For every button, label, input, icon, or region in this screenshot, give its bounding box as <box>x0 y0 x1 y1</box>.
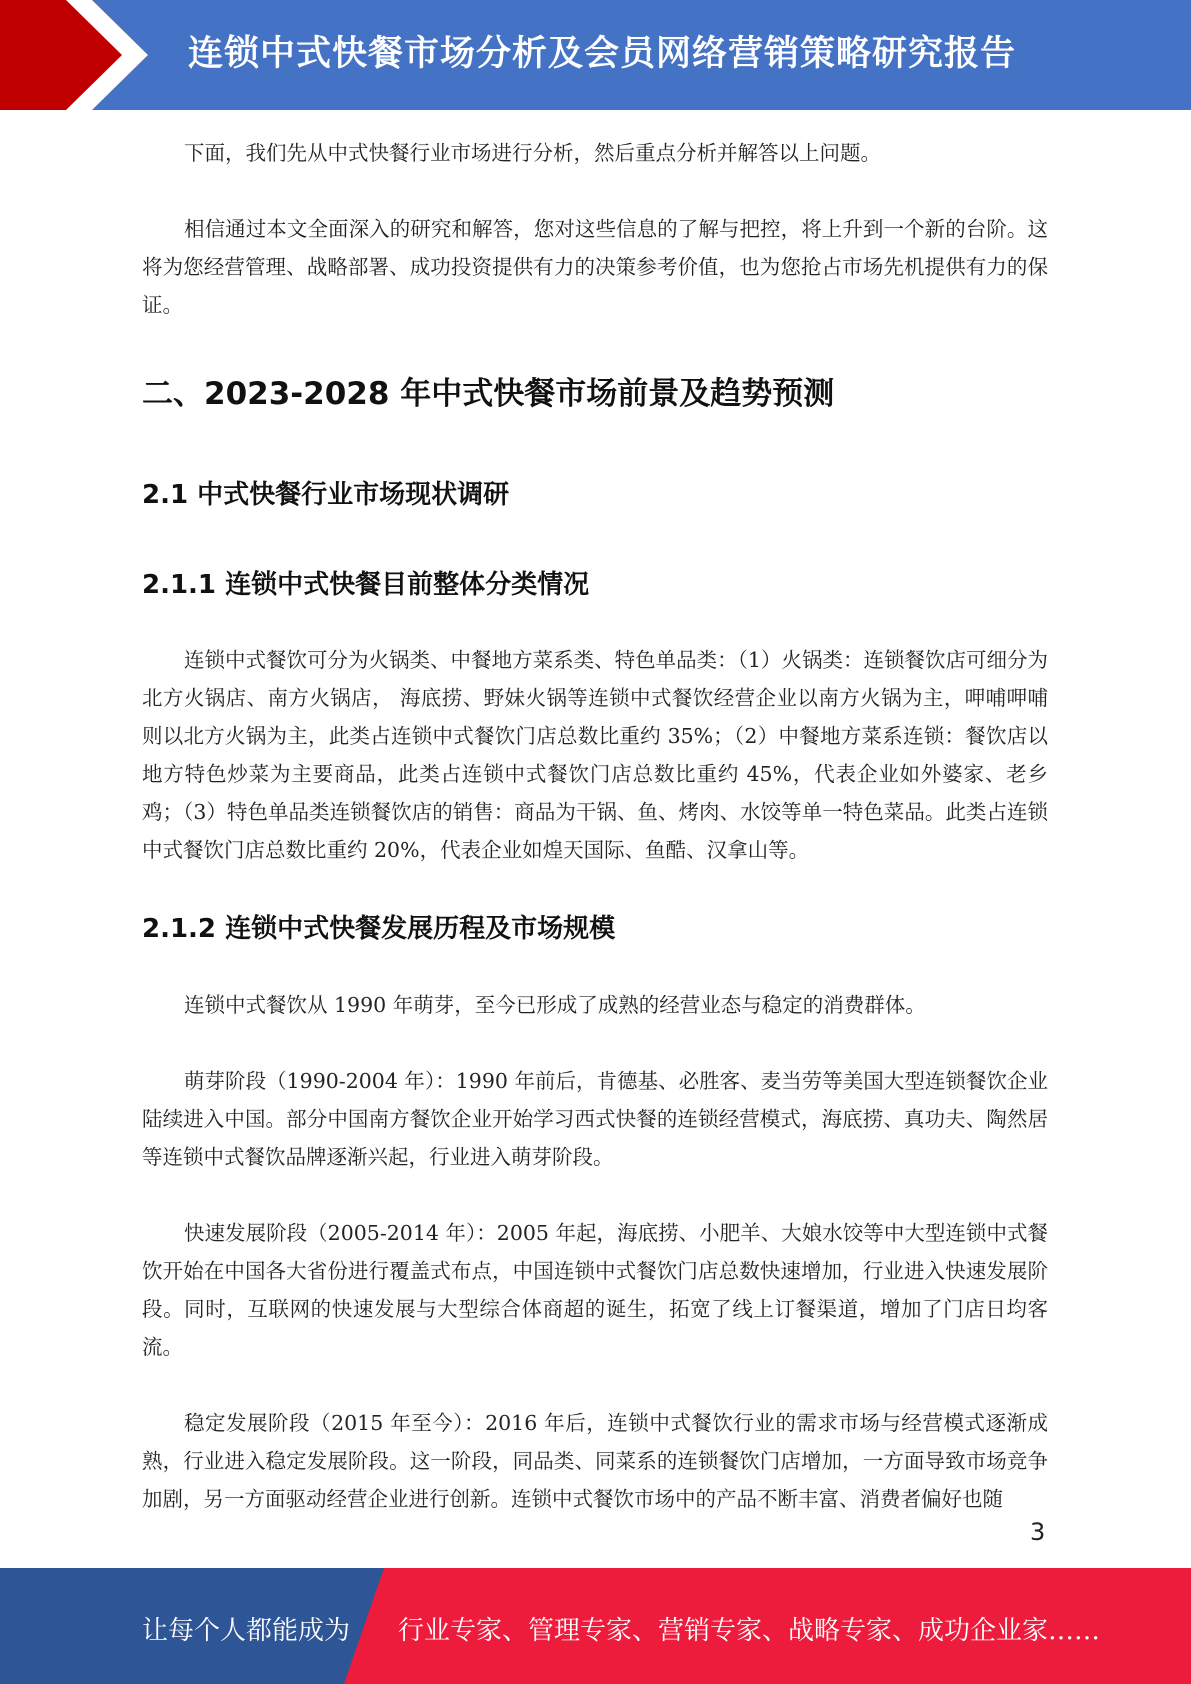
page-number: 3 <box>1030 1518 1046 1546</box>
paragraph-history-intro: 连锁中式餐饮从 1990 年萌芽，至今已形成了成熟的经营业态与稳定的消费群体。 <box>184 993 926 1017</box>
footer-slogan-left: 让每个人都能成为 <box>142 1616 351 1646</box>
section-heading-2: 二、2023-2028 年中式快餐市场前景及趋势预测 <box>142 376 835 412</box>
header-banner <box>0 0 1191 110</box>
footer-slogan-right: 行业专家、管理专家、营销专家、战略专家、成功企业家…… <box>398 1616 1101 1646</box>
paragraph-stable-stage: 稳定发展阶段（2015 年至今）：2016 年后，连锁中式餐饮行业的需求市场与经营模式逐渐成熟，行业进入稳定发展阶段。这一阶段，同品类、同菜系的连锁餐饮门店增加，一方面导致市场竞争加剧，另一方面驱动经营企业进行创新。连锁中式餐饮市场中的产品不断丰富、消费者偏好也随 <box>142 1411 1048 1511</box>
section-heading-2-1: 2.1 中式快餐行业市场现状调研 <box>142 480 510 510</box>
paragraph-sprout-stage: 萌芽阶段（1990-2004 年）：1990 年前后，肯德基、必胜客、麦当劳等美国大型连锁餐饮企业陆续进入中国。部分中国南方餐饮企业开始学习西式快餐的连锁经营模式，海底捞、真功夫、陶然居等连锁中式餐饮品牌逐渐兴起，行业进入萌芽阶段。 <box>142 1069 1048 1169</box>
section-heading-2-1-1: 2.1.1 连锁中式快餐目前整体分类情况 <box>142 570 590 600</box>
paragraph-fast-growth-stage: 快速发展阶段（2005-2014 年）：2005 年起，海底捞、小肥羊、大娘水饺等中大型连锁中式餐饮开始在中国各大省份进行覆盖式布点，中国连锁中式餐饮门店总数快速增加，行业进入快速发展阶段。同时，互联网的快速发展与大型综合体商超的诞生，拓宽了线上订餐渠道，增加了门店日均客流。 <box>142 1221 1048 1359</box>
paragraph-intro: 下面，我们先从中式快餐行业市场进行分析，然后重点分析并解答以上问题。 <box>184 141 881 165</box>
paragraph-classification: 连锁中式餐饮可分为火锅类、中餐地方菜系类、特色单品类：（1）火锅类：连锁餐饮店可细分为北方火锅店、南方火锅店， 海底捞、野妹火锅等连锁中式餐饮经营企业以南方火锅为主，呷哺呷哺则以北方火锅为主，此类占连锁中式餐饮门店总数比重约 35%；（2）中餐地方菜系连锁：餐饮店以地方特色炒菜为主要商品，此类占连锁中式餐饮门店总数比重约 45%，代表企业如外婆家、老乡鸡；（3）特色单品类连锁餐饮店的销售：商品为干锅、鱼、烤肉、水饺等单一特色菜品。此类占连锁中式餐饮门店总数比重约 20%，代表企业如煌天国际、鱼酷、汉拿山等。 <box>142 648 1048 862</box>
section-heading-2-1-2: 2.1.2 连锁中式快餐发展历程及市场规模 <box>142 914 616 944</box>
footer-banner <box>0 1568 1191 1684</box>
report-title: 连锁中式快餐市场分析及会员网络营销策略研究报告 <box>188 34 1017 74</box>
paragraph-value: 相信通过本文全面深入的研究和解答，您对这些信息的了解与把控，将上升到一个新的台阶。这将为您经营管理、战略部署、成功投资提供有力的决策参考价值，也为您抢占市场先机提供有力的保证。 <box>142 217 1048 317</box>
